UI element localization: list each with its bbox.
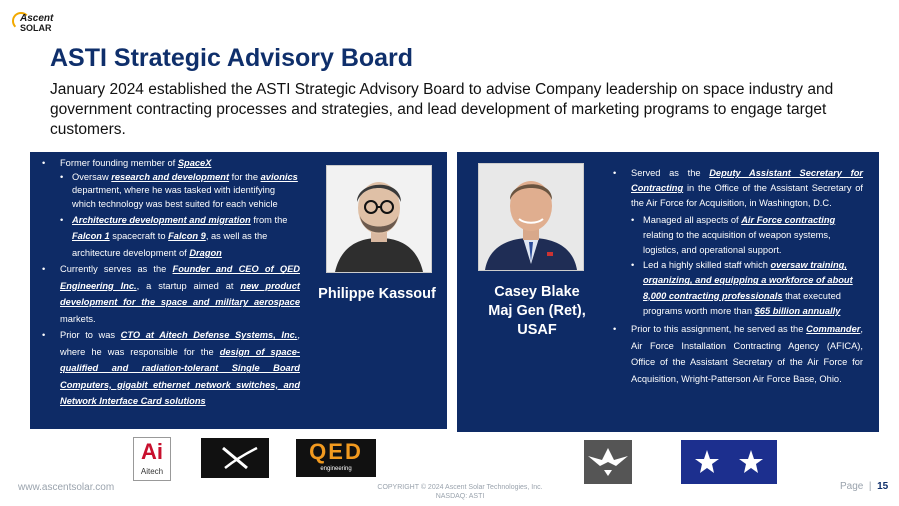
highlight: Air Force contracting	[741, 214, 836, 225]
highlight: Deputy Assistant Secretary for Contracting	[631, 168, 863, 194]
highlight: Falcon 1	[72, 231, 110, 242]
qed-logo-text: QED	[309, 439, 363, 464]
blake-branch-line: USAF	[517, 322, 557, 338]
list-item	[36, 157, 300, 171]
highlight: SpaceX	[177, 158, 212, 168]
highlight: oversaw training, organizing, and equipping a workforce of about 8,000 contracting professionals	[643, 260, 853, 301]
kassouf-bullets	[36, 157, 300, 410]
logo-text-ascent: Ascent	[20, 13, 54, 24]
text: , as well as the architecture development of	[72, 231, 268, 258]
text: Prior to this assignment, he served as the	[631, 324, 807, 335]
qed-engineering-logo	[296, 439, 376, 477]
ascent-solar-logo	[12, 10, 60, 36]
highlight: CTO at Aitech Defense Systems, Inc.	[120, 330, 298, 341]
highlight: Architecture development and migration	[72, 214, 251, 225]
highlight: Founder and CEO of QED Engineering Inc.	[60, 264, 300, 291]
spacex-logo	[201, 438, 269, 478]
blake-photo	[478, 163, 584, 271]
logo-text-solar: SOLAR	[20, 23, 52, 33]
footer-copyright	[340, 483, 580, 501]
highlight: $65 billion annually	[754, 305, 841, 316]
highlight: design of space-qualified and radiation-tolerant Single Board Computers, gigabit ethernet network switches, and Network Interface Card solutions	[60, 346, 300, 407]
text: for the	[229, 171, 261, 182]
blake-name-line: Casey Blake	[494, 284, 580, 300]
list-item	[36, 261, 300, 327]
aitech-logo-mark: Ai	[141, 439, 163, 464]
text: that executed programs worth more than	[643, 290, 841, 316]
advisor-panel-blake	[457, 152, 879, 432]
text: Served as the	[631, 168, 710, 178]
text: spacecraft to	[109, 231, 169, 242]
text: , Air Force Installation Contracting Agency (AFICA), Office of the Assistant Secretary of the Air Force for Acquisition, Wright-Patterson Air Force Base, Ohio.	[631, 324, 863, 384]
text: , a startup aimed at	[136, 280, 241, 291]
page-number: 15	[877, 481, 889, 492]
highlight: Dragon	[189, 247, 222, 258]
slide-title: ASTI Strategic Advisory Board	[50, 44, 414, 72]
text: in the Office of the Assistant Secretary of the Air Force for Acquisition, in Washington, D.C.	[631, 183, 863, 209]
intro-paragraph: January 2024 established the ASTI Strategic Advisory Board to advise Company leadership on space industry and government contracting processes and strategies, and lead development of marketing programs to engage target customers.	[50, 81, 834, 138]
text: Currently serves as the	[60, 264, 173, 275]
highlight: research and development	[111, 171, 230, 182]
list-item	[60, 171, 300, 212]
list-item	[607, 166, 863, 212]
text: Former founding member of	[60, 158, 178, 168]
two-star-flag	[681, 440, 777, 484]
aitech-logo	[133, 437, 171, 481]
spacex-x-icon	[201, 438, 269, 478]
blake-rank-line: Maj Gen (Ret),	[488, 303, 586, 319]
air-force-wings-icon	[584, 440, 632, 484]
highlight: Falcon 9	[168, 231, 206, 242]
ticker-line: NASDAQ: ASTI	[435, 493, 485, 500]
air-force-logo	[584, 440, 632, 484]
advisor-panel-kassouf	[30, 152, 447, 429]
text: Managed all aspects of	[643, 214, 742, 225]
aitech-logo-text: Aitech	[140, 467, 164, 476]
text: , where he was responsible for the	[60, 330, 300, 357]
list-item	[607, 321, 863, 387]
text: Prior to was	[60, 330, 121, 341]
advisor-name-kassouf: Philippe Kassouf	[318, 286, 436, 302]
list-item	[631, 213, 863, 259]
highlight: Commander	[806, 324, 861, 335]
highlight: new product development for the space and military aerospace	[60, 280, 300, 308]
footer-website: www.ascentsolar.com	[18, 482, 115, 493]
two-stars-icon	[681, 440, 777, 484]
text: relating to the acquisition of weapon systems, logistics, and operational support.	[643, 229, 831, 256]
text: department, where he was tasked with identifying which technology was best suited for each vehicle	[72, 185, 278, 210]
highlight: avionics	[260, 171, 298, 182]
list-item	[60, 212, 300, 262]
text: Oversaw	[72, 171, 112, 182]
page-label: Page |	[840, 481, 878, 492]
text: Led a highly skilled staff which	[643, 260, 771, 271]
copyright-line: COPYRIGHT © 2024 Ascent Solar Technologies, Inc.	[377, 484, 543, 491]
list-item	[631, 258, 863, 319]
text: markets.	[60, 313, 96, 324]
blake-bullets	[607, 166, 863, 387]
kassouf-photo	[326, 165, 432, 273]
qed-logo-subtext: engineering	[320, 466, 352, 472]
page-indicator	[840, 481, 888, 492]
advisor-name-blake	[462, 283, 612, 340]
text: from the	[250, 214, 288, 225]
list-item	[36, 327, 300, 410]
